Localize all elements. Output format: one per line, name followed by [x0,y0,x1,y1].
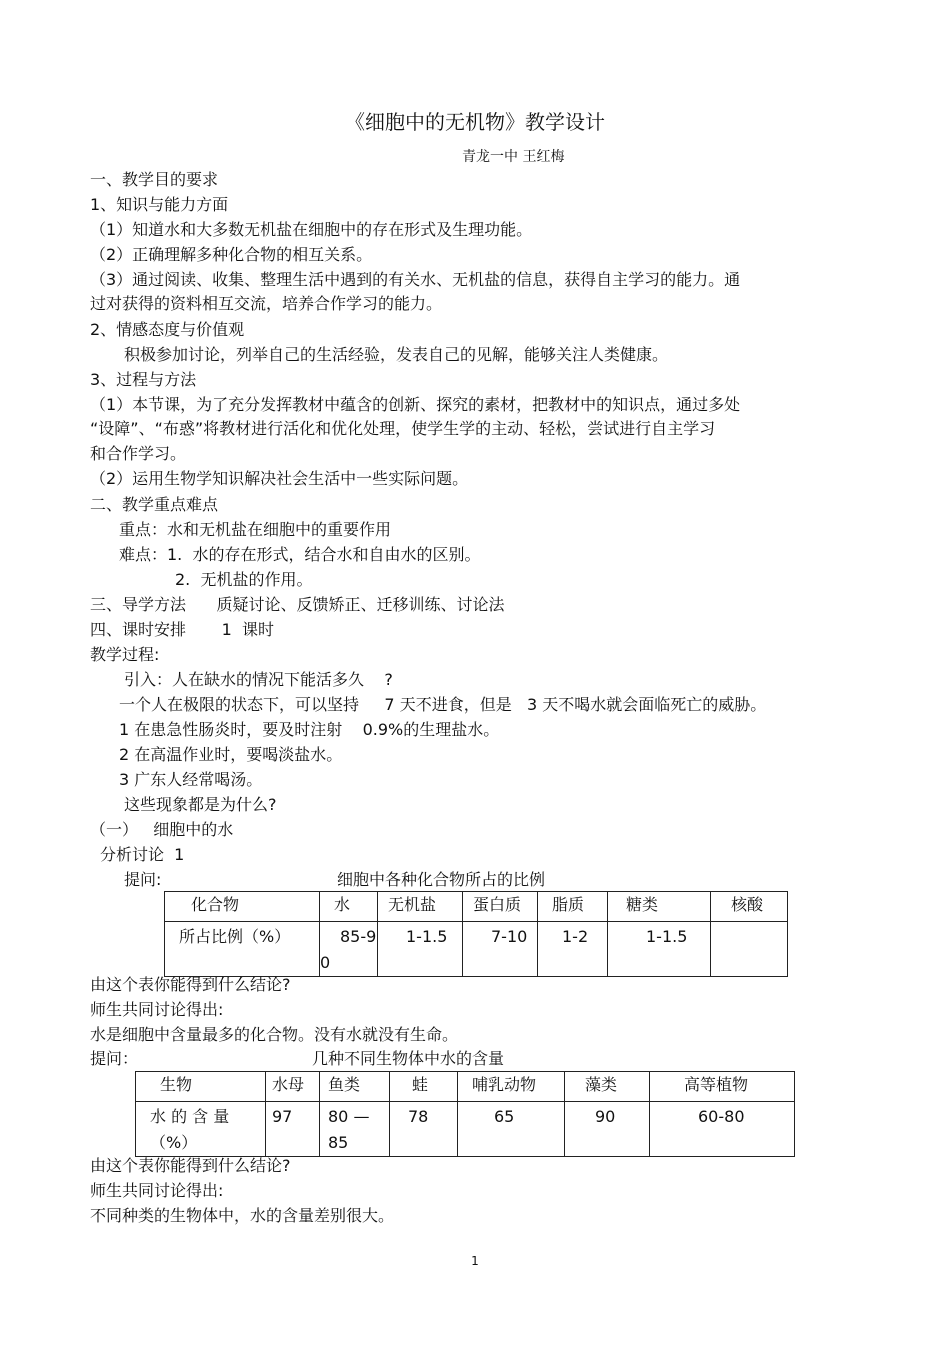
why-question: 这些现象都是为什么? [124,795,277,814]
table-1-header-cell: 糖类 [608,892,711,922]
table-1-value-cell: 85-90 [320,922,378,977]
table-2-value-cell: 80 —85 [320,1102,390,1157]
table-1-header-cell: 化合物 [165,892,320,922]
table-1-row-label: 所占比例（%） [165,922,320,977]
table-2-header-cell: 高等植物 [650,1072,795,1102]
process-heading: 教学过程: [90,645,160,664]
objective-1b: （2）正确理解多种化合物的相互关系。 [90,245,373,264]
compound-proportion-table [164,891,788,977]
water-content-table [135,1071,795,1157]
table-2-value-cell: 90 [565,1102,650,1157]
table-1-header-cell: 无机盐 [378,892,463,922]
section-4-heading: 四、课时安排 1 课时 [90,620,274,639]
objective-3a-line1: （1）本节课，为了充分发挥教材中蕴含的创新、探究的素材，把教材中的知识点，通过多处 [90,395,741,414]
table-2-header-cell: 水母 [266,1072,320,1102]
table-1-header-cell: 核酸 [711,892,788,922]
table-2-value-cell: 60-80 [650,1102,795,1157]
table-1-value-cell: 7-10 [463,922,538,977]
section-3-heading: 三、导学方法 质疑讨论、反馈矫正、迁移训练、讨论法 [90,595,505,614]
intro-question: 引入：人在缺水的情况下能活多久 ? [124,670,393,689]
table-1-header-cell: 脂质 [538,892,608,922]
document-title: 《细胞中的无机物》教学设计 [345,110,605,134]
subsection-1-2: 2、情感态度与价值观 [90,320,245,339]
objective-2a: 积极参加讨论，列举自己的生活经验，发表自己的见解，能够关注人类健康。 [124,345,669,364]
table-1-value-cell: 1-1.5 [378,922,463,977]
subsection-1-3: 3、过程与方法 [90,370,197,389]
difficulty-1: 难点：1. 水的存在形式，结合水和自由水的区别。 [119,545,481,564]
page-number: 1 [471,1254,479,1268]
question-label-1: 提问: [124,870,162,889]
table-2-header-cell: 鱼类 [320,1072,390,1102]
subsection-1-1: 1、知识与能力方面 [90,195,229,214]
discussion-1: 分析讨论 1 [100,845,185,864]
table-1-value-cell: 1-1.5 [608,922,711,977]
key-point: 重点：水和无机盐在细胞中的重要作用 [119,520,392,539]
objective-1c-line1: （3）通过阅读、收集、整理生活中遇到的有关水、无机盐的信息，获得自主学习的能力。通 [90,270,741,289]
objective-3a-line2: “设障”、“布惑”将教材进行活化和优化处理，使学生学的主动、轻松，尝试进行自主学习 [90,419,716,438]
section-1-heading: 一、教学目的要求 [90,170,219,189]
author-line: 青龙一中 王红梅 [462,149,565,165]
section-2-heading: 二、教学重点难点 [90,495,219,514]
part-1-heading: （一） 细胞中的水 [90,820,234,839]
conclusion-question-1: 由这个表你能得到什么结论? [90,975,291,994]
table-2-value-cell: 65 [458,1102,565,1157]
example-1: 1 在患急性肠炎时，要及时注射 0.9%的生理盐水。 [119,720,500,739]
conclusion-1: 水是细胞中含量最多的化合物。没有水就没有生命。 [90,1025,459,1044]
table-1-header-cell: 蛋白质 [463,892,538,922]
table-2-header-cell: 蛙 [390,1072,458,1102]
table-2-header-cell: 藻类 [565,1072,650,1102]
difficulty-2: 2. 无机盐的作用。 [175,570,313,589]
objective-3b: （2）运用生物学知识解决社会生活中一些实际问题。 [90,469,469,488]
objective-1c-line2: 过对获得的资料相互交流，培养合作学习的能力。 [90,294,443,313]
table-1-value-cell [711,922,788,977]
table-2-header-cell: 哺乳动物 [458,1072,565,1102]
example-3: 3 广东人经常喝汤。 [119,770,263,789]
table-2-value-cell: 97 [266,1102,320,1157]
example-2: 2 在高温作业时，要喝淡盐水。 [119,745,343,764]
discussion-result-label-2: 师生共同讨论得出: [90,1181,224,1200]
discussion-result-label-1: 师生共同讨论得出: [90,1000,224,1019]
conclusion-2: 不同种类的生物体中，水的含量差别很大。 [90,1206,395,1225]
table-2-value-cell: 78 [390,1102,458,1157]
table-2-caption: 几种不同生物体中水的含量 [312,1049,505,1068]
table-2-header-cell: 生物 [136,1072,266,1102]
objective-1a: （1）知道水和大多数无机盐在细胞中的存在形式及生理功能。 [90,220,533,239]
objective-3a-line3: 和合作学习。 [90,444,187,463]
intro-fact: 一个人在极限的状态下，可以坚持 7 天不进食，但是 3 天不喝水就会面临死亡的威胁。 [119,695,767,714]
table-1-header-cell: 水 [320,892,378,922]
table-1-value-cell: 1-2 [538,922,608,977]
conclusion-question-2: 由这个表你能得到什么结论? [90,1156,291,1175]
table-2-row-label: 水 的 含 量（%） [136,1102,266,1157]
table-1-caption: 细胞中各种化合物所占的比例 [337,870,546,889]
question-label-2: 提问： [90,1049,139,1068]
